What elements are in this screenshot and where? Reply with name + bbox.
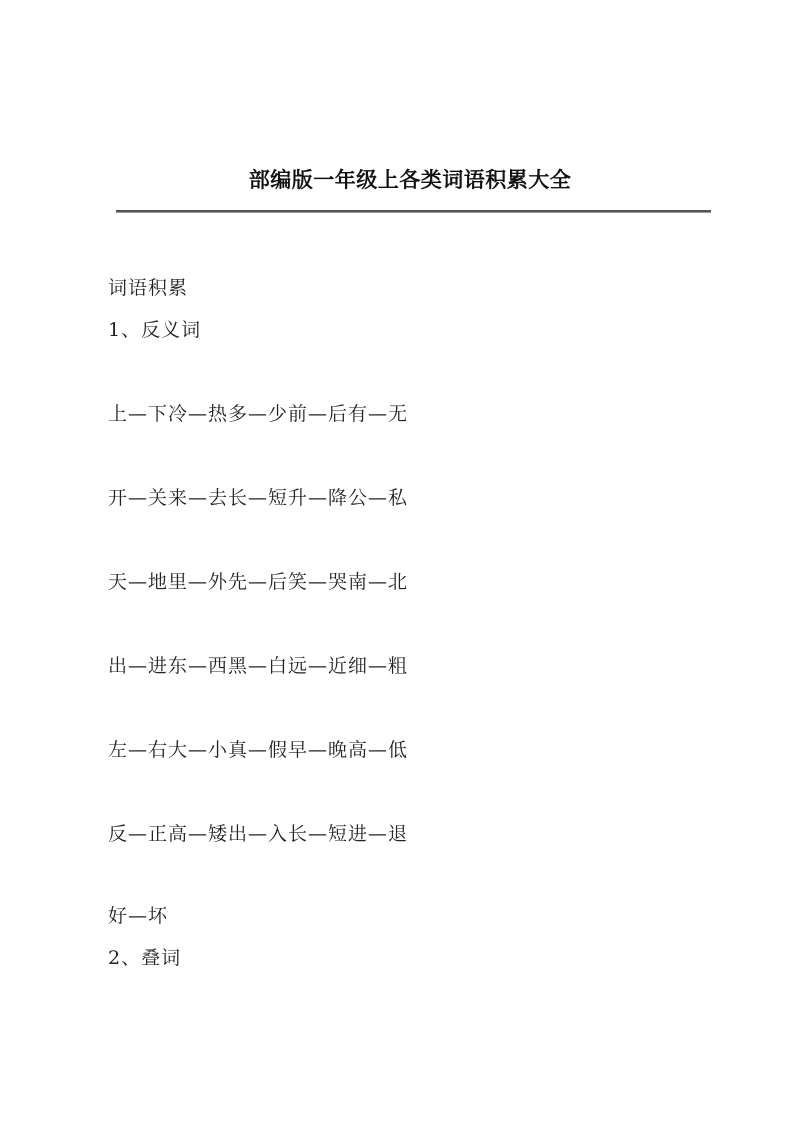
section-heading: 词语积累 bbox=[108, 277, 189, 299]
subsection-heading-reduplicated-words: 2、叠词 bbox=[108, 947, 182, 969]
antonym-row: 反—正高—矮出—入长—短进—退 bbox=[108, 823, 409, 845]
subsection-heading-antonyms: 1、反义词 bbox=[108, 319, 202, 341]
antonym-row: 出—进东—西黑—白远—近细—粗 bbox=[108, 655, 409, 677]
document-title: 部编版一年级上各类词语积累大全 bbox=[248, 167, 572, 192]
antonym-row: 好—坏 bbox=[108, 905, 169, 927]
antonym-row: 左—右大—小真—假早—晚高—低 bbox=[108, 739, 409, 761]
antonym-row: 上—下冷—热多—少前—后有—无 bbox=[108, 403, 409, 425]
antonym-row: 天—地里—外先—后笑—哭南—北 bbox=[108, 571, 409, 593]
title-divider bbox=[116, 210, 711, 213]
antonym-row: 开—关来—去长—短升—降公—私 bbox=[108, 487, 409, 509]
